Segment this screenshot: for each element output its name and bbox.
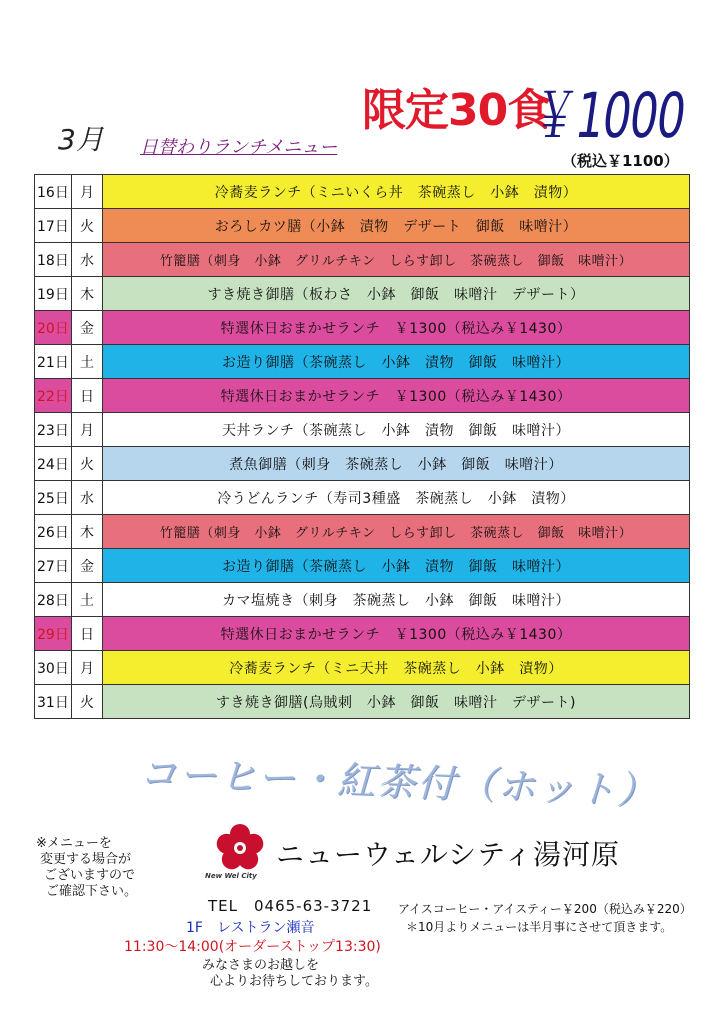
menu-item: 冷うどんランチ（寿司3種盛 茶碗蒸し 小鉢 漬物） xyxy=(103,481,690,515)
price-tax-label: （税込￥1100） xyxy=(562,152,679,170)
menu-day: 29日 xyxy=(35,617,72,651)
menu-day: 24日 xyxy=(35,447,72,481)
logo-caption: New Wel City xyxy=(205,872,257,880)
coffee-tea-note: コーヒー・紅茶付（ホット） xyxy=(138,750,658,814)
menu-weekday: 土 xyxy=(72,345,103,379)
menu-weekday: 月 xyxy=(72,651,103,685)
menu-weekday: 金 xyxy=(72,549,103,583)
october-note: ＊10月よりメニューは半月事にさせて頂きます。 xyxy=(406,920,673,934)
menu-weekday: 月 xyxy=(72,175,103,209)
menu-row xyxy=(35,617,690,651)
menu-weekday: 日 xyxy=(72,379,103,413)
menu-day: 30日 xyxy=(35,651,72,685)
menu-day: 16日 xyxy=(35,175,72,209)
notice-line: ※メニューを xyxy=(36,836,112,851)
menu-item: おろしカツ膳（小鉢 漬物 デザート 御飯 味噌汁） xyxy=(103,209,690,243)
menu-row xyxy=(35,515,690,549)
menu-day: 28日 xyxy=(35,583,72,617)
opening-hours: 11:30～14:00(オーダーストップ13:30) xyxy=(124,939,381,955)
menu-day: 21日 xyxy=(35,345,72,379)
menu-day: 27日 xyxy=(35,549,72,583)
menu-day: 17日 xyxy=(35,209,72,243)
menu-row xyxy=(35,209,690,243)
menu-weekday: 火 xyxy=(72,209,103,243)
menu-day: 19日 xyxy=(35,277,72,311)
menu-day: 22日 xyxy=(35,379,72,413)
menu-row xyxy=(35,685,690,719)
menu-item: 冷蕎麦ランチ（ミニいくら丼 茶碗蒸し 小鉢 漬物） xyxy=(103,175,690,209)
menu-table-body xyxy=(35,175,690,719)
iced-drinks-price: アイスコーヒー・アイスティー￥200（税込み￥220） xyxy=(398,902,692,916)
menu-row xyxy=(35,311,690,345)
menu-weekday: 木 xyxy=(72,277,103,311)
plum-blossom-icon xyxy=(214,822,266,874)
menu-weekday: 木 xyxy=(72,515,103,549)
menu-item: 竹籠膳（刺身 小鉢 グリルチキン しらす卸し 茶碗蒸し 御飯 味噌汁） xyxy=(103,243,690,277)
menu-weekday: 月 xyxy=(72,413,103,447)
menu-weekday: 日 xyxy=(72,617,103,651)
month-title: 3月 xyxy=(58,123,104,156)
menu-row xyxy=(35,175,690,209)
menu-day: 31日 xyxy=(35,685,72,719)
menu-item: 冷蕎麦ランチ（ミニ天丼 茶碗蒸し 小鉢 漬物） xyxy=(103,651,690,685)
menu-row xyxy=(35,583,690,617)
menu-weekday: 火 xyxy=(72,685,103,719)
limited-label: 限定30食 xyxy=(362,85,551,136)
menu-day: 20日 xyxy=(35,311,72,345)
menu-subtitle: 日替わりランチメニュー xyxy=(140,137,338,158)
menu-row xyxy=(35,379,690,413)
menu-row xyxy=(35,549,690,583)
menu-day: 23日 xyxy=(35,413,72,447)
menu-item: 竹籠膳（刺身 小鉢 グリルチキン しらす卸し 茶碗蒸し 御飯 味噌汁） xyxy=(103,515,690,549)
notice-line: ご確認下さい。 xyxy=(46,884,138,899)
menu-item: 特選休日おまかせランチ ￥1300（税込み￥1430） xyxy=(103,311,690,345)
restaurant-name: 1F レストラン瀬音 xyxy=(186,920,315,936)
menu-item: すき焼き御膳(烏賊刺 小鉢 御飯 味噌汁 デザート) xyxy=(103,685,690,719)
price-label: ￥1000 xyxy=(527,79,690,152)
menu-row xyxy=(35,651,690,685)
menu-row xyxy=(35,277,690,311)
menu-weekday: 火 xyxy=(72,447,103,481)
menu-item: お造り御膳（茶碗蒸し 小鉢 漬物 御飯 味噌汁） xyxy=(103,345,690,379)
hotel-name: ニューウェルシティ湯河原 xyxy=(276,838,620,871)
welcome-line: みなさまのお越しを xyxy=(202,958,320,973)
menu-item: 特選休日おまかせランチ ￥1300（税込み￥1430） xyxy=(103,617,690,651)
notice-line: ございますので xyxy=(44,868,136,883)
menu-item: 特選休日おまかせランチ ￥1300（税込み￥1430） xyxy=(103,379,690,413)
menu-item: お造り御膳（茶碗蒸し 小鉢 漬物 御飯 味噌汁） xyxy=(103,549,690,583)
welcome-line: 心よりお待ちしております。 xyxy=(210,974,378,989)
menu-item: 煮魚御膳（刺身 茶碗蒸し 小鉢 御飯 味噌汁） xyxy=(103,447,690,481)
menu-item: すき焼き御膳（板わさ 小鉢 御飯 味噌汁 デザート） xyxy=(103,277,690,311)
menu-weekday: 水 xyxy=(72,243,103,277)
menu-change-notice xyxy=(36,836,137,900)
notice-line: 変更する場合が xyxy=(40,852,132,867)
menu-day: 18日 xyxy=(35,243,72,277)
menu-row xyxy=(35,481,690,515)
menu-item: カマ塩焼き（刺身 茶碗蒸し 小鉢 御飯 味噌汁） xyxy=(103,583,690,617)
menu-weekday: 土 xyxy=(72,583,103,617)
menu-weekday: 水 xyxy=(72,481,103,515)
menu-item: 天丼ランチ（茶碗蒸し 小鉢 漬物 御飯 味噌汁） xyxy=(103,413,690,447)
telephone: TEL 0465-63-3721 xyxy=(208,897,373,915)
menu-day: 26日 xyxy=(35,515,72,549)
menu-day: 25日 xyxy=(35,481,72,515)
lunch-menu-table xyxy=(34,174,690,719)
menu-row xyxy=(35,413,690,447)
menu-weekday: 金 xyxy=(72,311,103,345)
menu-row xyxy=(35,345,690,379)
menu-row xyxy=(35,447,690,481)
menu-row xyxy=(35,243,690,277)
